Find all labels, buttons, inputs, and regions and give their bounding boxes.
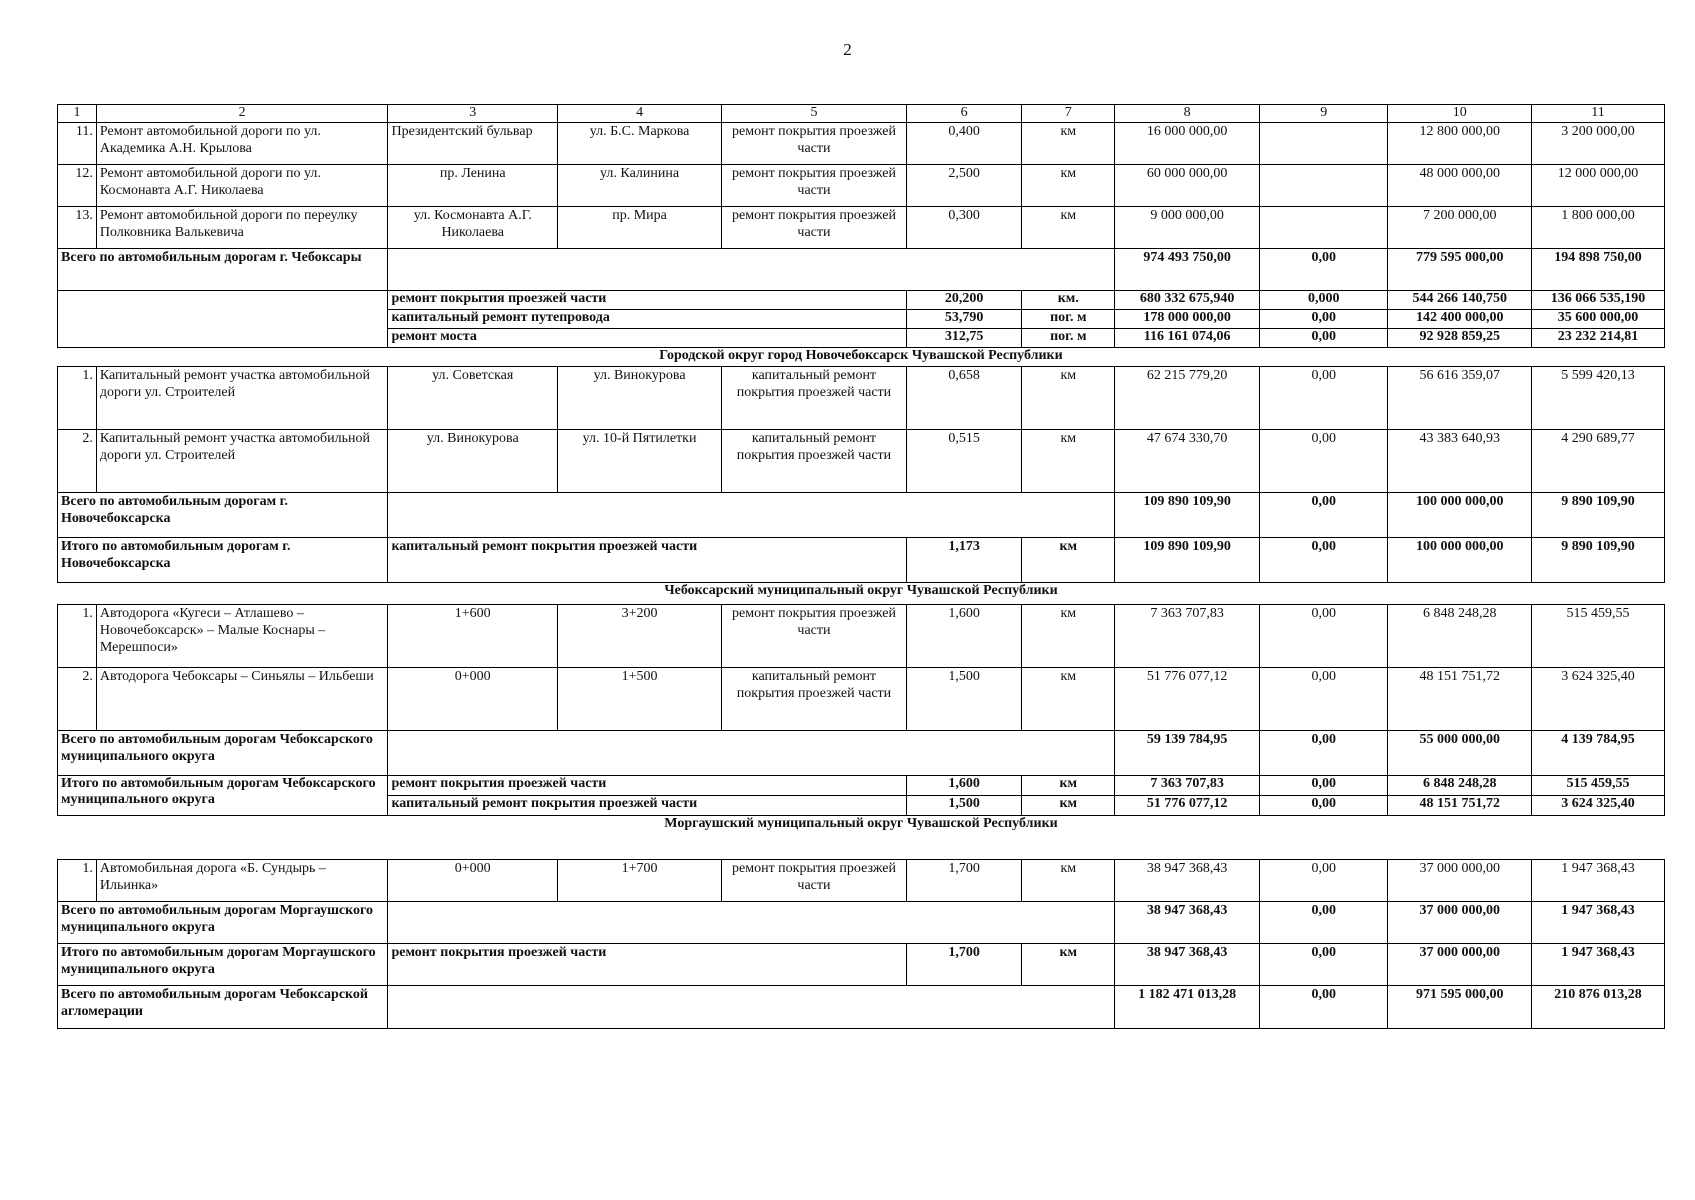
section-end: 1+500 <box>558 668 722 731</box>
itogo-row <box>58 776 1665 796</box>
total-cost: 16 000 000,00 <box>1115 123 1260 165</box>
col10-value: 142 400 000,00 <box>1388 310 1532 329</box>
row-number: 1. <box>58 367 97 430</box>
col11-value: 4 290 689,77 <box>1532 430 1665 493</box>
unit: км <box>1022 605 1115 668</box>
column-number-row <box>58 105 1665 123</box>
column-number: 10 <box>1388 105 1532 123</box>
unit: км <box>1022 207 1115 249</box>
total-cost: 109 890 109,90 <box>1115 493 1260 538</box>
total-cost: 1 182 471 013,28 <box>1115 986 1260 1029</box>
table-row <box>58 123 1665 165</box>
empty-cell <box>388 731 1115 776</box>
total-cost: 680 332 675,940 <box>1115 291 1260 310</box>
col9-value: 0,00 <box>1259 367 1388 430</box>
col10-value: 12 800 000,00 <box>1388 123 1532 165</box>
length: 0,658 <box>906 367 1022 430</box>
length: 53,790 <box>906 310 1022 329</box>
col11-value: 1 947 368,43 <box>1532 902 1665 944</box>
road-name: Капитальный ремонт участка автомобильной дороги ул. Строителей <box>96 367 388 430</box>
length: 0,300 <box>906 207 1022 249</box>
work-type: ремонт покрытия проезжей части <box>722 165 907 207</box>
section-start: 1+600 <box>388 605 558 668</box>
length: 1,500 <box>906 796 1022 816</box>
col11-value: 9 890 109,90 <box>1532 538 1665 583</box>
total-cost: 47 674 330,70 <box>1115 430 1260 493</box>
column-number: 9 <box>1259 105 1388 123</box>
section-start: 0+000 <box>388 860 558 902</box>
col10-value: 971 595 000,00 <box>1388 986 1532 1029</box>
col11-value: 12 000 000,00 <box>1532 165 1665 207</box>
col10-value: 37 000 000,00 <box>1388 944 1532 986</box>
work-type: ремонт покрытия проезжей части <box>388 291 906 310</box>
length: 20,200 <box>906 291 1022 310</box>
length: 1,700 <box>906 944 1022 986</box>
unit: км <box>1022 165 1115 207</box>
length: 1,700 <box>906 860 1022 902</box>
total-cost: 7 363 707,83 <box>1115 605 1260 668</box>
total-label: Всего по автомобильным дорогам Чебоксарского муниципального округа <box>58 731 388 776</box>
section-title: Городской округ город Новочебоксарск Чувашской Республики <box>58 348 1665 367</box>
row-number: 2. <box>58 430 97 493</box>
total-cost: 38 947 368,43 <box>1115 902 1260 944</box>
col9-value: 0,00 <box>1259 860 1388 902</box>
unit: км <box>1022 776 1115 796</box>
column-number: 4 <box>558 105 722 123</box>
col9-value: 0,00 <box>1259 796 1388 816</box>
column-number: 11 <box>1532 105 1665 123</box>
col11-value: 210 876 013,28 <box>1532 986 1665 1029</box>
work-type: капитальный ремонт покрытия проезжей части <box>722 668 907 731</box>
col10-value: 48 151 751,72 <box>1388 668 1532 731</box>
table-row <box>58 668 1665 731</box>
col11-value: 3 624 325,40 <box>1532 796 1665 816</box>
col10-value: 544 266 140,750 <box>1388 291 1532 310</box>
col11-value: 194 898 750,00 <box>1532 249 1665 291</box>
work-type: ремонт покрытия проезжей части <box>722 123 907 165</box>
col10-value: 779 595 000,00 <box>1388 249 1532 291</box>
total-cost: 59 139 784,95 <box>1115 731 1260 776</box>
col10-value: 100 000 000,00 <box>1388 493 1532 538</box>
table-row <box>58 860 1665 902</box>
work-type: капитальный ремонт покрытия проезжей части <box>388 538 906 583</box>
length: 1,173 <box>906 538 1022 583</box>
road-name: Ремонт автомобильной дороги по ул. Академика А.Н. Крылова <box>96 123 388 165</box>
col10-value: 48 000 000,00 <box>1388 165 1532 207</box>
unit: пог. м <box>1022 329 1115 348</box>
total-cost: 60 000 000,00 <box>1115 165 1260 207</box>
empty-cell <box>388 249 1115 291</box>
work-type: ремонт моста <box>388 329 906 348</box>
itogo-label: Итого по автомобильным дорогам Чебоксарского муниципального округа <box>58 776 388 816</box>
section-end: 1+700 <box>558 860 722 902</box>
work-type: ремонт покрытия проезжей части <box>722 860 907 902</box>
road-repair-table <box>57 104 1665 1029</box>
unit: км <box>1022 430 1115 493</box>
itogo-row <box>58 944 1665 986</box>
col9-value: 0,00 <box>1259 776 1388 796</box>
section-start: ул. Винокурова <box>388 430 558 493</box>
col9-value: 0,00 <box>1259 986 1388 1029</box>
total-cost: 178 000 000,00 <box>1115 310 1260 329</box>
col9-value: 0,00 <box>1259 310 1388 329</box>
col9-value: 0,00 <box>1259 430 1388 493</box>
col9-value: 0,00 <box>1259 668 1388 731</box>
road-name: Ремонт автомобильной дороги по ул. Космонавта А.Г. Николаева <box>96 165 388 207</box>
column-number: 5 <box>722 105 907 123</box>
col10-value: 56 616 359,07 <box>1388 367 1532 430</box>
total-row <box>58 493 1665 538</box>
col10-value: 37 000 000,00 <box>1388 902 1532 944</box>
col10-value: 92 928 859,25 <box>1388 329 1532 348</box>
section-end: ул. 10-й Пятилетки <box>558 430 722 493</box>
work-type: капитальный ремонт покрытия проезжей части <box>722 430 907 493</box>
col10-value: 6 848 248,28 <box>1388 776 1532 796</box>
row-number: 2. <box>58 668 97 731</box>
road-name: Автодорога «Кугеси – Атлашево – Новочебоксарск» – Малые Коснары – Мерешпоси» <box>96 605 388 668</box>
section-end: ул. Калинина <box>558 165 722 207</box>
row-number: 1. <box>58 605 97 668</box>
col10-value: 6 848 248,28 <box>1388 605 1532 668</box>
section-start: ул. Космонавта А.Г. Николаева <box>388 207 558 249</box>
length: 2,500 <box>906 165 1022 207</box>
total-cost: 9 000 000,00 <box>1115 207 1260 249</box>
col10-value: 55 000 000,00 <box>1388 731 1532 776</box>
col11-value: 4 139 784,95 <box>1532 731 1665 776</box>
table-row <box>58 430 1665 493</box>
unit: км <box>1022 538 1115 583</box>
total-cost: 38 947 368,43 <box>1115 944 1260 986</box>
total-label: Всего по автомобильным дорогам Моргаушского муниципального округа <box>58 902 388 944</box>
section-title: Чебоксарский муниципальный округ Чувашской Республики <box>58 583 1665 605</box>
col11-value: 1 800 000,00 <box>1532 207 1665 249</box>
grand-total-label: Всего по автомобильным дорогам Чебоксарской агломерации <box>58 986 388 1029</box>
col11-value: 23 232 214,81 <box>1532 329 1665 348</box>
section-end: пр. Мира <box>558 207 722 249</box>
page-number: 2 <box>843 40 852 59</box>
total-row <box>58 902 1665 944</box>
col9-value: 0,00 <box>1259 605 1388 668</box>
column-number: 3 <box>388 105 558 123</box>
section-start: 0+000 <box>388 668 558 731</box>
work-type: капитальный ремонт покрытия проезжей части <box>388 796 906 816</box>
col9-value: 0,00 <box>1259 731 1388 776</box>
col11-value: 515 459,55 <box>1532 605 1665 668</box>
itogo-row <box>58 538 1665 583</box>
column-number: 6 <box>906 105 1022 123</box>
work-type: капитальный ремонт путепровода <box>388 310 906 329</box>
col11-value: 3 624 325,40 <box>1532 668 1665 731</box>
total-cost: 116 161 074,06 <box>1115 329 1260 348</box>
total-label: Всего по автомобильным дорогам г. Новочебоксарска <box>58 493 388 538</box>
work-type: ремонт покрытия проезжей части <box>722 207 907 249</box>
col10-value: 48 151 751,72 <box>1388 796 1532 816</box>
total-cost: 51 776 077,12 <box>1115 796 1260 816</box>
section-title-row <box>58 583 1665 605</box>
total-cost: 109 890 109,90 <box>1115 538 1260 583</box>
table-row <box>58 605 1665 668</box>
col11-value: 1 947 368,43 <box>1532 860 1665 902</box>
table-row <box>58 165 1665 207</box>
unit: пог. м <box>1022 310 1115 329</box>
col11-value: 9 890 109,90 <box>1532 493 1665 538</box>
length: 0,515 <box>906 430 1022 493</box>
road-name: Автомобильная дорога «Б. Сундырь – Ильинка» <box>96 860 388 902</box>
col9-value <box>1259 207 1388 249</box>
col10-value: 43 383 640,93 <box>1388 430 1532 493</box>
section-start: ул. Советская <box>388 367 558 430</box>
empty-cell <box>388 902 1115 944</box>
col11-value: 515 459,55 <box>1532 776 1665 796</box>
col9-value: 0,00 <box>1259 944 1388 986</box>
total-row <box>58 249 1665 291</box>
unit: км <box>1022 796 1115 816</box>
row-number: 1. <box>58 860 97 902</box>
work-type: ремонт покрытия проезжей части <box>388 776 906 796</box>
col11-value: 35 600 000,00 <box>1532 310 1665 329</box>
unit: км <box>1022 860 1115 902</box>
grand-total-row <box>58 986 1665 1029</box>
work-type: капитальный ремонт покрытия проезжей части <box>722 367 907 430</box>
col10-value: 7 200 000,00 <box>1388 207 1532 249</box>
empty-cell <box>388 493 1115 538</box>
unit: км <box>1022 668 1115 731</box>
col10-value: 100 000 000,00 <box>1388 538 1532 583</box>
table-row <box>58 207 1665 249</box>
row-number: 13. <box>58 207 97 249</box>
length: 312,75 <box>906 329 1022 348</box>
unit: км. <box>1022 291 1115 310</box>
total-cost: 38 947 368,43 <box>1115 860 1260 902</box>
column-number: 2 <box>96 105 388 123</box>
row-number: 12. <box>58 165 97 207</box>
total-row <box>58 731 1665 776</box>
section-end: ул. Винокурова <box>558 367 722 430</box>
col9-value: 0,00 <box>1259 902 1388 944</box>
col9-value: 0,00 <box>1259 329 1388 348</box>
road-name: Автодорога Чебоксары – Синьялы – Ильбеши <box>96 668 388 731</box>
col11-value: 3 200 000,00 <box>1532 123 1665 165</box>
col9-value: 0,000 <box>1259 291 1388 310</box>
road-name: Капитальный ремонт участка автомобильной дороги ул. Строителей <box>96 430 388 493</box>
column-number: 8 <box>1115 105 1260 123</box>
unit: км <box>1022 367 1115 430</box>
section-title: Моргаушский муниципальный округ Чувашской Республики <box>58 816 1665 860</box>
table-row <box>58 367 1665 430</box>
total-cost: 62 215 779,20 <box>1115 367 1260 430</box>
unit: км <box>1022 123 1115 165</box>
itogo-label: Итого по автомобильным дорогам г. Новочебоксарска <box>58 538 388 583</box>
col9-value: 0,00 <box>1259 493 1388 538</box>
unit: км <box>1022 944 1115 986</box>
length: 0,400 <box>906 123 1022 165</box>
length: 1,600 <box>906 776 1022 796</box>
col9-value: 0,00 <box>1259 538 1388 583</box>
section-start: Президентский бульвар <box>388 123 558 165</box>
total-cost: 7 363 707,83 <box>1115 776 1260 796</box>
empty-cell <box>58 291 388 348</box>
section-end: 3+200 <box>558 605 722 668</box>
work-type: ремонт покрытия проезжей части <box>722 605 907 668</box>
column-number: 1 <box>58 105 97 123</box>
section-title-row <box>58 348 1665 367</box>
section-start: пр. Ленина <box>388 165 558 207</box>
length: 1,600 <box>906 605 1022 668</box>
col9-value <box>1259 123 1388 165</box>
length: 1,500 <box>906 668 1022 731</box>
section-end: ул. Б.С. Маркова <box>558 123 722 165</box>
total-cost: 974 493 750,00 <box>1115 249 1260 291</box>
col11-value: 136 066 535,190 <box>1532 291 1665 310</box>
work-type: ремонт покрытия проезжей части <box>388 944 906 986</box>
col9-value <box>1259 165 1388 207</box>
col10-value: 37 000 000,00 <box>1388 860 1532 902</box>
itogo-label: Итого по автомобильным дорогам Моргаушского муниципального округа <box>58 944 388 986</box>
col11-value: 5 599 420,13 <box>1532 367 1665 430</box>
empty-cell <box>388 986 1115 1029</box>
col9-value: 0,00 <box>1259 249 1388 291</box>
section-title-row <box>58 816 1665 860</box>
column-number: 7 <box>1022 105 1115 123</box>
col11-value: 1 947 368,43 <box>1532 944 1665 986</box>
total-cost: 51 776 077,12 <box>1115 668 1260 731</box>
breakdown-row <box>58 291 1665 310</box>
road-name: Ремонт автомобильной дороги по переулку Полковника Валькевича <box>96 207 388 249</box>
row-number: 11. <box>58 123 97 165</box>
total-label: Всего по автомобильным дорогам г. Чебоксары <box>58 249 388 291</box>
